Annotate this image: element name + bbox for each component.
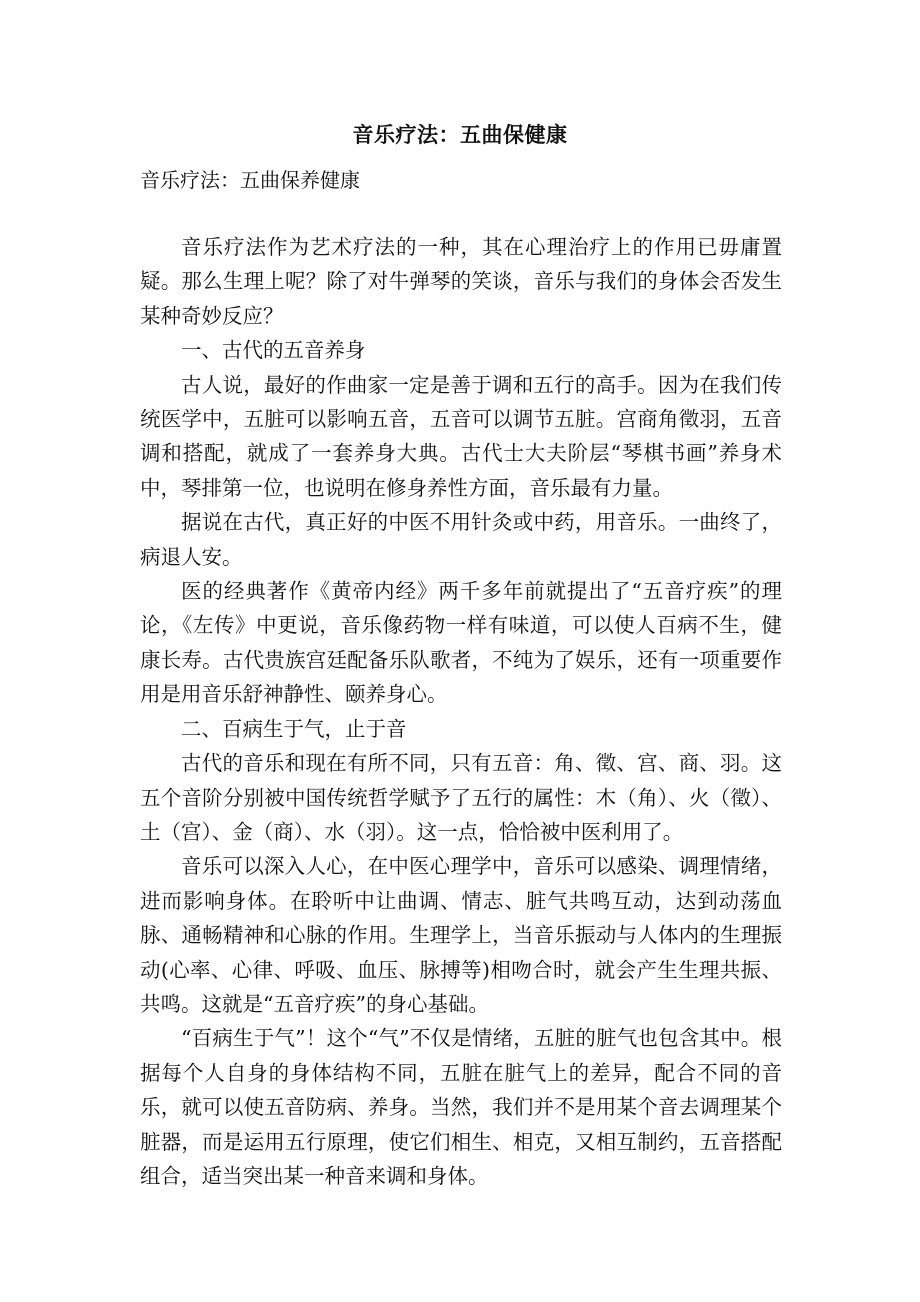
document-title: 音乐疗法：五曲保健康	[352, 122, 568, 147]
section-heading-1: 一、古代的五音养身	[181, 338, 366, 363]
section-heading-2: 二、百病生于气，止于音	[181, 716, 407, 741]
document-body	[140, 230, 782, 1193]
paragraph: 古代的音乐和现在有所不同，只有五音：角、徵、宫、商、羽。这五个音阶分别被中国传统哲学赋予了五行的属性：木（角）、火（徵）、土（宫）、金（商）、水（羽）。这一点，恰恰被中医利用了。	[140, 751, 782, 844]
paragraph: 音乐可以深入人心，在中医心理学中，音乐可以感染、调理情绪，进而影响身体。在聆听中让曲调、情志、脏气共鸣互动，达到动荡血脉、通畅精神和心脉的作用。生理学上，当音乐振动与人体内的生理振动(心率、心律、呼吸、血压、脉搏等)相吻合时，就会产生生理共振、共鸣。这就是“五音疗疾”的身心基础。	[140, 854, 782, 1016]
paragraph: 据说在古代，真正好的中医不用针灸或中药，用音乐。一曲终了，病退人安。	[140, 510, 782, 569]
paragraph: “百病生于气”！这个“气”不仅是情绪，五脏的脏气也包含其中。根据每个人自身的身体结构不同，五脏在脏气上的差异，配合不同的音乐，就可以使五音防病、养身。当然，我们并不是用某个音去调理某个脏器，而是运用五行原理，使它们相生、相克，又相互制约，五音搭配组合，适当突出某一种音来调和身体。	[140, 1026, 782, 1188]
document-subtitle: 音乐疗法：五曲保养健康	[140, 168, 360, 192]
paragraph: 医的经典著作《黄帝内经》两千多年前就提出了“五音疗疾”的理论，《左传》中更说，音乐像药物一样有味道，可以使人百病不生，健康长寿。古代贵族宫廷配备乐队歌者，不纯为了娱乐，还有一项重要作用是用音乐舒神静性、颐养身心。	[140, 579, 782, 707]
paragraph: 古人说，最好的作曲家一定是善于调和五行的高手。因为在我们传统医学中，五脏可以影响五音，五音可以调节五脏。宫商角徵羽，五音调和搭配，就成了一套养身大典。古代士大夫阶层“琴棋书画”养身术中，琴排第一位，也说明在修身养性方面，音乐最有力量。	[140, 372, 782, 500]
paragraph-intro: 音乐疗法作为艺术疗法的一种，其在心理治疗上的作用已毋庸置疑。那么生理上呢？除了对牛弹琴的笑谈，音乐与我们的身体会否发生某种奇妙反应？	[140, 235, 782, 328]
